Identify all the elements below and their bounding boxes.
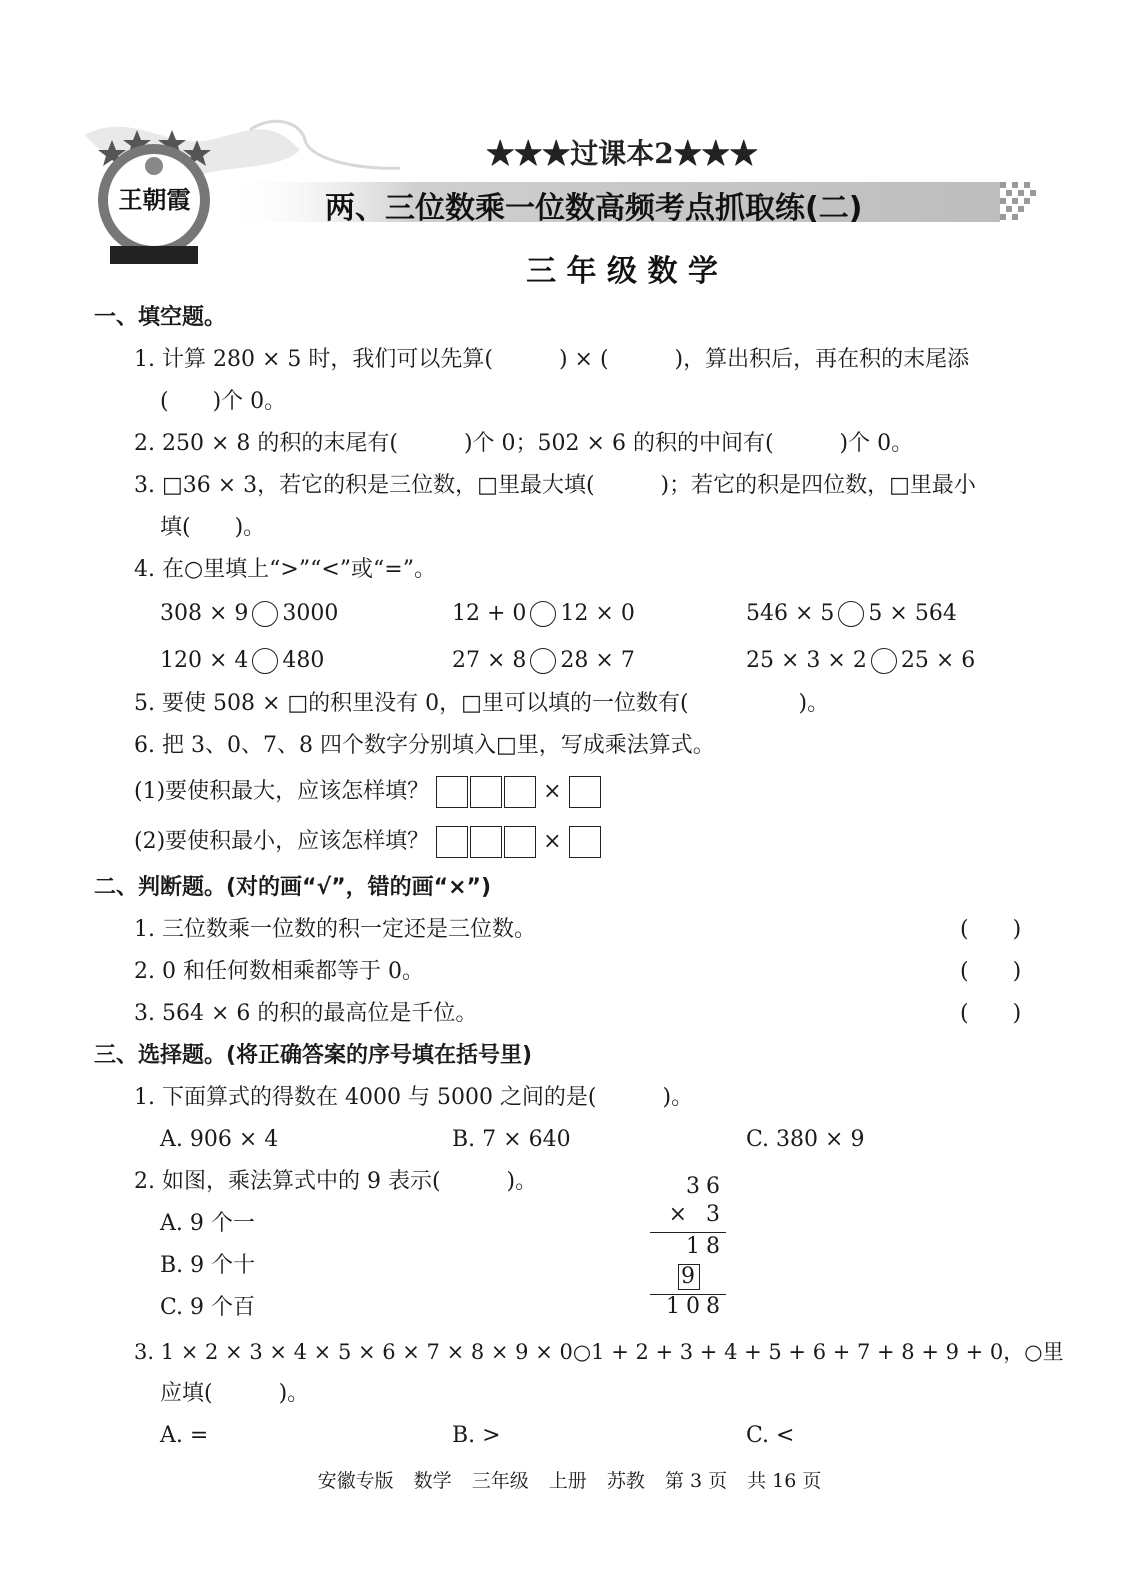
answer-paren[interactable]: ( ): [960, 959, 1022, 984]
question-1-4: 4. 在○里填上“>”“<”或“=”。: [134, 557, 436, 582]
footer-page-number: 第 3 页: [664, 1470, 728, 1492]
digit-boxes: [436, 826, 536, 858]
vertical-partial-1: 18: [686, 1234, 726, 1259]
comparison-left: 546 × 5: [746, 601, 835, 626]
comparison-left: 25 × 3 × 2: [746, 648, 867, 673]
series-label: ★★★过课本2★★★: [486, 137, 758, 170]
footer-subject: 数学: [413, 1470, 452, 1492]
choice-question-3-line1: 3. 1 × 2 × 3 × 4 × 5 × 6 × 7 × 8 × 9 × 0○1 + 2 + 3 + 4 + 5 + 6 + 7 + 8 + 9 + 0，○里: [134, 1340, 1064, 1364]
compare-circle-icon[interactable]: [252, 601, 278, 627]
footer-publisher: 苏教: [606, 1470, 645, 1492]
judge-item-2: 2. 0 和任何数相乘都等于 0。: [134, 959, 424, 984]
digit-box[interactable]: [436, 776, 468, 808]
digit-boxes: [436, 776, 536, 808]
footer-grade: 三年级: [471, 1470, 529, 1492]
digit-box[interactable]: [470, 826, 502, 858]
choice-option-c[interactable]: C. 380 × 9: [746, 1127, 865, 1152]
judge-item-1: 1. 三位数乘一位数的积一定还是三位数。: [134, 917, 536, 942]
vertical-partial-2: 9: [681, 1264, 695, 1289]
question-1-6-part2: [134, 826, 601, 858]
question-1-3-line2: 填( )。: [160, 515, 266, 540]
comparison-right: 3000: [282, 601, 339, 626]
vertical-multiplicand: 36: [686, 1174, 726, 1199]
digit-box[interactable]: [436, 826, 468, 858]
comparison-right: 480: [282, 648, 325, 673]
comparison-right: 28 × 7: [560, 648, 635, 673]
digit-box[interactable]: [569, 776, 601, 808]
comparison-4: [160, 647, 324, 675]
digit-box[interactable]: [504, 776, 536, 808]
comparison-1: [160, 600, 338, 628]
times-sign: ×: [543, 779, 562, 804]
compare-circle-icon[interactable]: [871, 648, 897, 674]
question-1-6-part1-text: (1)要使积最大，应该怎样填？: [134, 779, 430, 804]
comparison-5: [452, 647, 635, 675]
comparison-right: 5 × 564: [868, 601, 957, 626]
choice-question-1: 1. 下面算式的得数在 4000 与 5000 之间的是( )。: [134, 1085, 694, 1110]
choice-option-c[interactable]: C. 9 个百: [160, 1295, 256, 1320]
choice-option-c[interactable]: C. <: [746, 1423, 795, 1448]
digit-box[interactable]: [470, 776, 502, 808]
question-1-5: 5. 要使 508 × □的积里没有 0，□里可以填的一位数有( )。: [134, 691, 830, 716]
comparison-3: [746, 600, 957, 628]
question-1-3-line1: 3. □36 × 3，若它的积是三位数，□里最大填( )；若它的积是四位数，□里最小: [134, 473, 976, 498]
question-1-6-part2-text: (2)要使积最小，应该怎样填？: [134, 829, 430, 854]
comparison-right: 12 × 0: [560, 601, 635, 626]
question-1-6: 6. 把 3、0、7、8 四个数字分别填入□里，写成乘法算式。: [134, 733, 715, 758]
page-subtitle: 三 年 级 数 学: [526, 254, 718, 289]
comparison-left: 308 × 9: [160, 601, 249, 626]
page-title: 两、三位数乘一位数高频考点抓取练(二): [325, 191, 863, 226]
question-1-6-part1: [134, 776, 601, 808]
judge-item-3: 3. 564 × 6 的积的最高位是千位。: [134, 1001, 478, 1026]
section-choice-heading: 三、选择题。(将正确答案的序号填在括号里): [94, 1043, 533, 1068]
compare-circle-icon[interactable]: [530, 601, 556, 627]
footer-edition: 安徽专版: [317, 1470, 394, 1492]
logo-text: 王朝霞: [118, 185, 191, 214]
vertical-result: 108: [666, 1294, 726, 1319]
choice-option-a[interactable]: A. 906 × 4: [160, 1127, 279, 1152]
choice-question-2: 2. 如图，乘法算式中的 9 表示( )。: [134, 1169, 538, 1194]
compare-circle-icon[interactable]: [838, 601, 864, 627]
choice-option-a[interactable]: A. =: [160, 1423, 209, 1448]
vertical-multiplication: [650, 1172, 726, 1322]
question-1-1-line1: 1. 计算 280 × 5 时，我们可以先算( ) × ( )，算出积后，再在积的末尾添: [134, 347, 970, 372]
answer-paren[interactable]: ( ): [960, 917, 1022, 942]
comparison-left: 12 + 0: [452, 601, 527, 626]
section-true-false-heading: 二、判断题。(对的画“√”，错的画“×”): [94, 875, 492, 900]
compare-circle-icon[interactable]: [530, 648, 556, 674]
compare-circle-icon[interactable]: [252, 648, 278, 674]
choice-option-b[interactable]: B. 9 个十: [160, 1253, 256, 1278]
section-fill-blank-heading: 一、填空题。: [94, 305, 227, 330]
digit-box[interactable]: [569, 826, 601, 858]
footer-total-pages: 共 16 页: [747, 1470, 822, 1492]
comparison-left: 120 × 4: [160, 648, 249, 673]
footer-volume: 上册: [548, 1470, 587, 1492]
comparison-2: [452, 600, 635, 628]
choice-option-a[interactable]: A. 9 个一: [160, 1211, 255, 1236]
answer-paren[interactable]: ( ): [960, 1001, 1022, 1026]
comparison-right: 25 × 6: [900, 648, 976, 673]
vertical-multiplier: × 3: [668, 1202, 726, 1227]
question-1-2: 2. 250 × 8 的积的末尾有( )个 0；502 × 6 的积的中间有( )个 0。: [134, 431, 914, 456]
vertical-rule: [650, 1232, 726, 1233]
comparison-6: [746, 647, 975, 675]
digit-box[interactable]: [504, 826, 536, 858]
choice-question-3-line2: 应填( )。: [160, 1381, 310, 1406]
times-sign: ×: [543, 829, 562, 854]
choice-option-b[interactable]: B. 7 × 640: [452, 1127, 571, 1152]
page-footer: [0, 1466, 1139, 1493]
question-1-1-line2: ( )个 0。: [160, 389, 287, 414]
choice-option-b[interactable]: B. >: [452, 1423, 501, 1448]
comparison-left: 27 × 8: [452, 648, 527, 673]
